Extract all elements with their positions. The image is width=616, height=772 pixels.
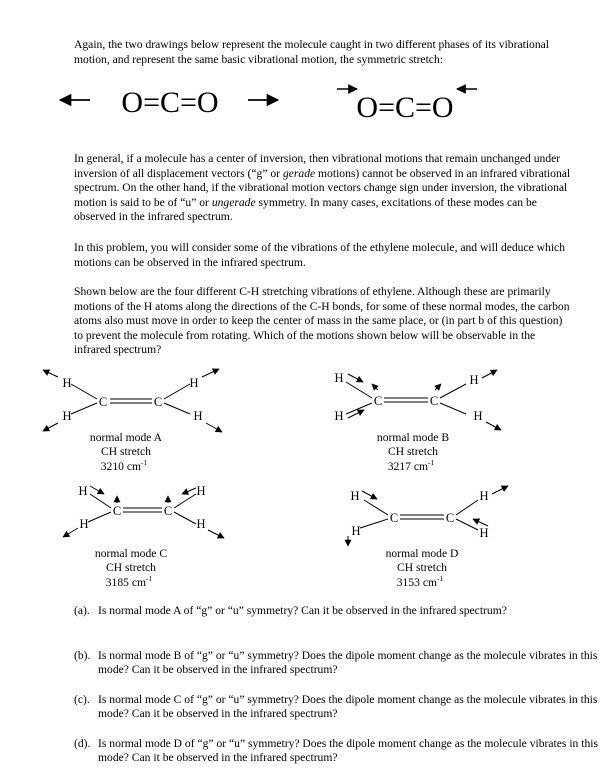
displacement-arrow bbox=[208, 530, 224, 538]
displacement-arrow bbox=[482, 370, 497, 378]
hydrogen-atom: H bbox=[351, 524, 361, 538]
hydrogen-atom: H bbox=[479, 526, 489, 540]
hydrogen-atom: H bbox=[79, 517, 89, 531]
carbon-atom: C bbox=[445, 511, 455, 525]
question-b bbox=[74, 649, 608, 678]
carbon-atom: C bbox=[373, 394, 383, 408]
ch-bond bbox=[90, 494, 111, 508]
displacement-arrow bbox=[43, 370, 58, 377]
hydrogen-atom: H bbox=[78, 484, 88, 498]
mode-frequency bbox=[397, 574, 444, 589]
mode-frequency-value: 3185 cm bbox=[105, 576, 146, 589]
paragraph-inversion-part-a: In general, if a molecule has a center of inversion, then vibrational motions that remain unchanged under inversion of all displacement vectors (“g” or bbox=[74, 152, 561, 180]
ch-bond bbox=[174, 512, 196, 524]
question-text: Is normal mode D of “g” or “u” symmetry? Does the dipole moment change as the molecule vibrates in this mode? Can it be observed in the infrared spectrum? bbox=[98, 737, 598, 765]
ethylene-mode-b bbox=[334, 370, 501, 473]
displacement-arrow bbox=[202, 369, 219, 377]
co2-right-formula: O=C=O bbox=[356, 91, 454, 124]
question-text: Is normal mode B of “g” or “u” symmetry? Does the dipole moment change as the molecule vibrates in this mode? Can it be observed in the infrared spectrum? bbox=[98, 649, 598, 677]
ch-bond bbox=[88, 512, 111, 522]
ch-bond bbox=[174, 494, 196, 508]
mode-frequency-exponent: -1 bbox=[437, 574, 444, 583]
paragraph-modes-intro: Shown below are the four different C-H stretching vibrations of ethylene. Although these are primarily motions of the H atoms along the directions of the C-H bonds, for some of these normal modes, the carbon atoms also must move in order to keep the center of mass in the same place, or (in part b of this question) to prevent the molecule from rotating. Which of the motions shown below will be observable in the infrared spectrum? bbox=[74, 285, 570, 357]
carbon-atom: C bbox=[163, 504, 173, 518]
paragraph-intro: Again, the two drawings below represent the molecule caught in two different phases of its vibrational motion, and represent the same basic vibrational motion, the symmetric stretch: bbox=[74, 38, 549, 66]
ethylene-mode-c bbox=[63, 484, 224, 589]
hydrogen-atom: H bbox=[196, 517, 206, 531]
hydrogen-atom: H bbox=[334, 371, 344, 385]
co2-right-diagram bbox=[337, 89, 477, 124]
paragraph-inversion-part-b: motions) cannot be observed in an infrared vibrational spectrum. On the other hand, if the vibrational motion vectors change sign under inversion, the vibrational motion is said to be of “u” or bbox=[74, 166, 571, 209]
hydrogen-atom: H bbox=[334, 409, 344, 423]
ch-bond bbox=[71, 384, 97, 399]
carbon-atom: C bbox=[389, 511, 399, 525]
mode-name: normal mode B bbox=[376, 431, 450, 444]
displacement-arrow bbox=[348, 410, 364, 418]
mode-frequency bbox=[106, 574, 153, 589]
displacement-arrow bbox=[206, 423, 222, 432]
mode-frequency-exponent: -1 bbox=[428, 458, 435, 467]
hydrogen-atom: H bbox=[62, 409, 72, 423]
mode-frequency-value: 3217 cm bbox=[387, 460, 428, 473]
mode-type: CH stretch bbox=[397, 561, 447, 574]
mode-frequency-exponent: -1 bbox=[141, 458, 148, 467]
mode-frequency-value: 3153 cm bbox=[396, 576, 437, 589]
hydrogen-atom: H bbox=[469, 373, 479, 387]
ungerade-term: ungerade bbox=[211, 195, 256, 209]
displacement-arrow bbox=[473, 519, 488, 526]
displacement-arrow bbox=[182, 488, 196, 494]
question-label: (b). bbox=[74, 649, 91, 662]
displacement-arrow bbox=[362, 491, 377, 499]
mode-name: normal mode A bbox=[89, 431, 163, 444]
carbon-atom: C bbox=[429, 394, 439, 408]
carbon-displacement-arrow bbox=[372, 384, 378, 390]
mode-type: CH stretch bbox=[388, 445, 438, 458]
question-d bbox=[74, 737, 608, 766]
ch-bond bbox=[456, 519, 478, 530]
ch-bond bbox=[360, 519, 388, 528]
question-label: (a). bbox=[74, 604, 90, 617]
question-a bbox=[74, 604, 608, 618]
mode-frequency bbox=[101, 458, 148, 473]
displacement-arrow bbox=[348, 374, 363, 382]
ch-bond bbox=[440, 384, 466, 398]
mode-name: normal mode D bbox=[385, 547, 459, 560]
mode-name: normal mode C bbox=[94, 547, 168, 560]
hydrogen-atom: H bbox=[350, 489, 360, 503]
question-text: Is normal mode A of “g” or “u” symmetry? Can it be observed in the infrared spectrum? bbox=[98, 604, 507, 617]
displacement-arrow bbox=[63, 528, 78, 537]
hydrogen-atom: H bbox=[189, 376, 199, 390]
hydrogen-atom: H bbox=[473, 409, 483, 423]
carbon-atom: C bbox=[153, 395, 163, 409]
ch-bond bbox=[456, 500, 478, 515]
co2-left-formula: O=C=O bbox=[121, 86, 219, 119]
displacement-arrow bbox=[90, 486, 104, 494]
carbon-atom: C bbox=[112, 504, 122, 518]
hydrogen-atom: H bbox=[193, 409, 203, 423]
hydrogen-atom: H bbox=[479, 489, 489, 503]
mode-type: CH stretch bbox=[106, 561, 156, 574]
displacement-arrow bbox=[43, 423, 58, 431]
mode-type: CH stretch bbox=[101, 445, 151, 458]
ch-bond bbox=[364, 500, 388, 515]
gerade-term: gerade bbox=[282, 166, 316, 180]
mode-frequency-exponent: -1 bbox=[146, 574, 153, 583]
question-c bbox=[74, 693, 608, 722]
paragraph-problem: In this problem, you will consider some of the vibrations of the ethylene molecule, and will deduce which motions can be observed in the infrared spectrum. bbox=[74, 241, 566, 269]
displacement-arrow bbox=[492, 486, 508, 494]
ch-bond bbox=[346, 382, 372, 398]
displacement-arrow bbox=[486, 422, 501, 430]
question-text: Is normal mode C of “g” or “u” symmetry? Does the dipole moment change as the molecule vibrates in this mode? Can it be observed in the infrared spectrum? bbox=[98, 693, 598, 721]
mode-frequency bbox=[388, 458, 435, 473]
question-label: (c). bbox=[74, 693, 90, 706]
ch-bond bbox=[164, 403, 190, 414]
hydrogen-atom: H bbox=[196, 484, 206, 498]
co2-left-diagram bbox=[60, 86, 278, 119]
carbon-displacement-arrow bbox=[435, 384, 441, 390]
mode-frequency-value: 3210 cm bbox=[100, 460, 141, 473]
ch-bond bbox=[164, 384, 190, 399]
ethylene-mode-d bbox=[348, 486, 508, 589]
ch-bond bbox=[71, 403, 97, 414]
paragraph-inversion-part-c: symmetry. In many cases, excitations of these modes can be observed in the infrared spectrum. bbox=[74, 195, 537, 224]
carbon-atom: C bbox=[98, 395, 108, 409]
ch-bond bbox=[440, 403, 466, 414]
ethylene-mode-a bbox=[43, 369, 222, 473]
hydrogen-atom: H bbox=[62, 376, 72, 390]
question-label: (d). bbox=[74, 737, 91, 750]
